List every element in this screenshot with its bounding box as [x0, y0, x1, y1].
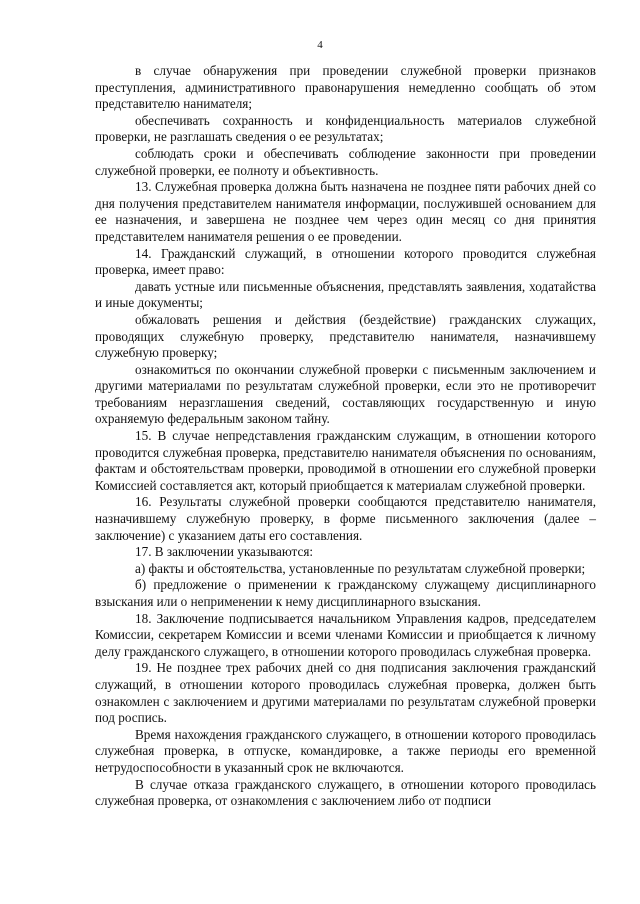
paragraph: Время нахождения гражданского служащего, в отношении которого проводилась служебная проверка, в отпуске, командировке, а также периоды его временной нетрудоспособности в указанный срок не включаются.: [95, 726, 596, 775]
paragraph: давать устные или письменные объяснения, представлять заявления, ходатайства и иные документы;: [95, 278, 596, 311]
document-body: [95, 63, 596, 810]
paragraph: 18. Заключение подписывается начальником Управления кадров, председателем Комиссии, секретарем Комиссии и всеми членами Комиссии и приобщается к личному делу гражданского служащего, в отношении которого проводилась служебная проверка.: [95, 610, 596, 659]
paragraph: В случае отказа гражданского служащего, в отношении которого проводилась служебная проверка, от ознакомления с заключением либо от подписи: [95, 776, 596, 809]
paragraph: б) предложение о применении к гражданскому служащему дисциплинарного взыскания или о неприменении к нему дисциплинарного взыскания.: [95, 577, 596, 609]
paragraph: обеспечивать сохранность и конфиденциальность материалов служебной проверки, не разглашать сведения о ее результатах;: [95, 112, 596, 145]
paragraph: 14. Гражданский служащий, в отношении которого проводится служебная проверка, имеет право:: [95, 245, 596, 278]
paragraph: 15. В случае непредставления гражданским служащим, в отношении которого проводится служебная проверка, представителю нанимателя объяснения по основаниям, фактам и обстоятельствам проверки, проводимой в отношении его служебной проверки Комиссией составляется акт, который приобщается к материалам служебной проверки.: [95, 428, 596, 493]
paragraph: 13. Служебная проверка должна быть назначена не позднее пяти рабочих дней со дня получения представителем нанимателя информации, послужившей основанием для ее назначения, и завершена не позднее чем через один месяц со дня принятия представителем нанимателя решения о ее проведении.: [95, 179, 596, 244]
paragraph: 17. В заключении указываются:: [135, 544, 314, 560]
paragraph: в случае обнаружения при проведении служебной проверки признаков преступления, административного правонарушения немедленно сообщать об этом представителю нанимателя;: [95, 63, 596, 112]
paragraph: соблюдать сроки и обеспечивать соблюдение законности при проведении служебной проверки, ее полноту и объективность.: [95, 145, 596, 178]
paragraph: 16. Результаты служебной проверки сообщаются представителю нанимателя, назначившему служебную проверку, в форме письменного заключения (далее – заключение) с указанием даты его составления.: [95, 494, 596, 543]
paragraph: обжаловать решения и действия (бездействие) гражданских служащих, проводящих служебную проверку, представителю нанимателя, назначившему служебную проверку;: [95, 311, 596, 361]
paragraph: ознакомиться по окончании служебной проверки с письменным заключением и другими материалами по результатам служебной проверки, если это не противоречит требованиям неразглашения сведений, составляющих государственную и иную охраняемую федеральным законом тайну.: [95, 361, 596, 427]
paragraph: а) факты и обстоятельства, установленные по результатам служебной проверки;: [135, 560, 586, 576]
paragraph: 19. Не позднее трех рабочих дней со дня подписания заключения гражданский служащий, в отношении которого проводилась служебная проверка, должен быть ознакомлен с заключением и другими материалами по результатам служебной проверки под роспись.: [95, 660, 596, 726]
page-number: 4: [317, 39, 323, 51]
